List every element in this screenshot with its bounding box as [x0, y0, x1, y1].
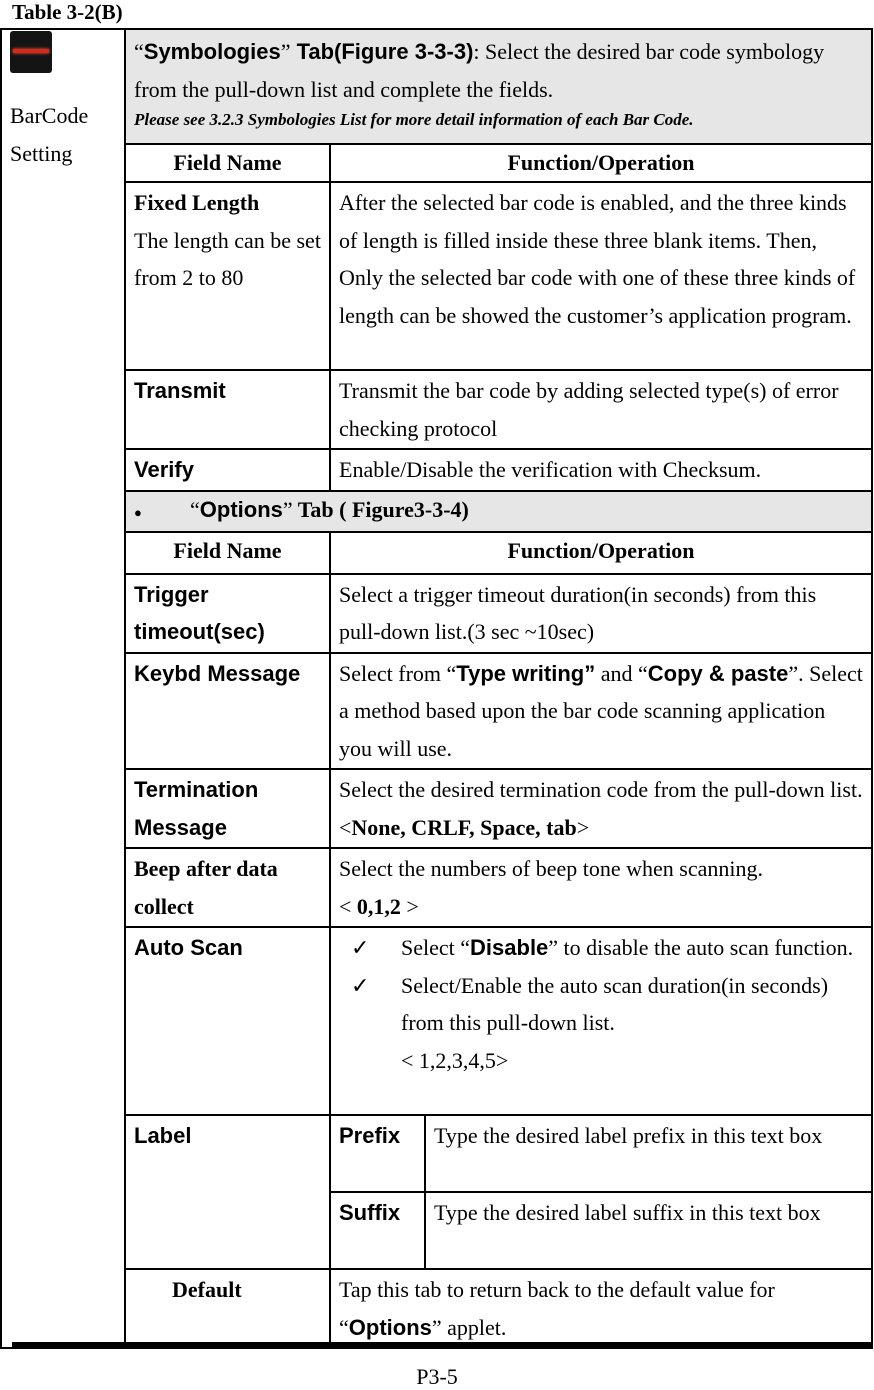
symbologies-tab-figure: Tab(Figure 3-3-3) — [290, 39, 474, 64]
page-number: P3-5 — [416, 1364, 458, 1389]
header-field-name: Field Name — [125, 532, 330, 574]
keybd-option-type-writing: Type writing” — [456, 660, 596, 686]
fixed-length-range: The length can be set from 2 to 80 — [134, 227, 321, 290]
termination-text-2: > — [576, 814, 590, 840]
auto-scan-item-1 — [339, 929, 863, 967]
auto-scan-desc — [330, 927, 872, 1115]
options-tab-figure: Tab ( Figure3-3-4) — [292, 496, 469, 522]
fixed-length-cell — [125, 182, 330, 370]
verify-name: Verify — [125, 449, 330, 491]
options-tab-name: Options — [199, 496, 283, 522]
fixed-length-name: Fixed Length — [134, 190, 260, 215]
header-function: Function/Operation — [330, 532, 872, 574]
default-name: Default — [125, 1269, 330, 1348]
verify-desc: Enable/Disable the verification with Checksum. — [330, 449, 872, 491]
termination-options: None, CRLF, Space, tab — [351, 814, 577, 840]
auto-scan-text: Select/Enable the auto scan duration(in seconds) from this pull-down list. — [401, 972, 829, 1035]
default-text-1: Tap this tab to return back to the default value for “ — [339, 1277, 775, 1340]
symbologies-note: Please see 3.2.3 Symbologies List for more detail information of each Bar Code. — [134, 110, 694, 129]
quote-close: ” — [280, 39, 291, 64]
default-text-2: ” applet. — [431, 1314, 507, 1340]
prefix-name: Prefix — [330, 1115, 425, 1192]
default-desc — [330, 1269, 872, 1348]
default-options: Options — [348, 1314, 432, 1340]
keybd-option-copy-paste: Copy & paste — [647, 660, 789, 686]
trigger-timeout-desc: Select a trigger timeout duration(in seconds) from this pull-down list.(3 sec ~10sec) — [330, 574, 872, 653]
symbologies-tab-name: Symbologies — [143, 39, 281, 64]
beep-options: 0,1,2 — [356, 893, 401, 919]
trigger-timeout-name: Trigger timeout(sec) — [125, 574, 330, 653]
beep-text-2: < — [339, 893, 357, 919]
termination-message-desc — [330, 769, 872, 848]
header-function: Function/Operation — [330, 144, 872, 182]
auto-scan-item-2 — [339, 967, 863, 1080]
footer-rule — [12, 1342, 873, 1348]
auto-scan-name: Auto Scan — [125, 927, 330, 1115]
beep-name: Beep after data collect — [125, 848, 330, 927]
keybd-message-name: Keybd Message — [125, 653, 330, 770]
options-tab-row — [125, 491, 872, 532]
quote-close: ” — [282, 496, 293, 522]
barcode-setting-label-2: Setting — [10, 140, 73, 166]
bullet-icon: ● — [134, 504, 142, 520]
keybd-message-desc — [330, 653, 872, 770]
beep-text-3: > — [400, 893, 419, 919]
fixed-length-desc: After the selected bar code is enabled, and the three kinds of length is filled inside these three blank items. Then, Only the selected bar code with one of these three kinds of length can be showed the customer’s application program. — [330, 182, 872, 370]
symbologies-tab-row — [125, 29, 872, 144]
symbologies-desc: : Select the desired bar code symbology from the pull-down list and complete the fields. — [134, 39, 825, 102]
quote-open: “ — [134, 39, 144, 64]
keybd-text-1: Select from “ — [339, 660, 457, 686]
barcode-setting-cell — [1, 29, 125, 1348]
keybd-text-2: and “ — [595, 660, 648, 686]
termination-message-name: Termination Message — [125, 769, 330, 848]
auto-scan-text: ” to disable the auto scan function. — [548, 935, 854, 960]
suffix-name: Suffix — [330, 1192, 425, 1269]
table-caption: Table 3-2(B) — [12, 0, 123, 24]
settings-table — [0, 28, 873, 1349]
transmit-desc: Transmit the bar code by adding selected type(s) of error checking protocol — [330, 370, 872, 449]
suffix-desc: Type the desired label suffix in this text box — [425, 1192, 872, 1269]
auto-scan-text: Select “ — [401, 935, 471, 960]
quote-open: “ — [190, 496, 200, 522]
keybd-text-3: ”. Select a method based upon the bar code scanning application you will use. — [339, 660, 863, 761]
checkmark-icon: ✓ — [351, 935, 370, 960]
barcode-setting-icon — [10, 31, 52, 73]
prefix-desc: Type the desired label prefix in this text box — [425, 1115, 872, 1192]
header-field-name: Field Name — [125, 144, 330, 182]
beep-desc — [330, 848, 872, 927]
label-name: Label — [125, 1115, 330, 1269]
transmit-name: Transmit — [125, 370, 330, 449]
termination-text-1: Select the desired termination code from the pull-down list.< — [339, 777, 863, 840]
auto-scan-values: < 1,2,3,4,5> — [401, 1047, 509, 1073]
barcode-setting-label-1: BarCode — [10, 103, 89, 128]
checkmark-icon: ✓ — [351, 972, 370, 998]
auto-scan-disable: Disable — [470, 935, 549, 960]
beep-text-1: Select the numbers of beep tone when scanning. — [339, 856, 763, 881]
